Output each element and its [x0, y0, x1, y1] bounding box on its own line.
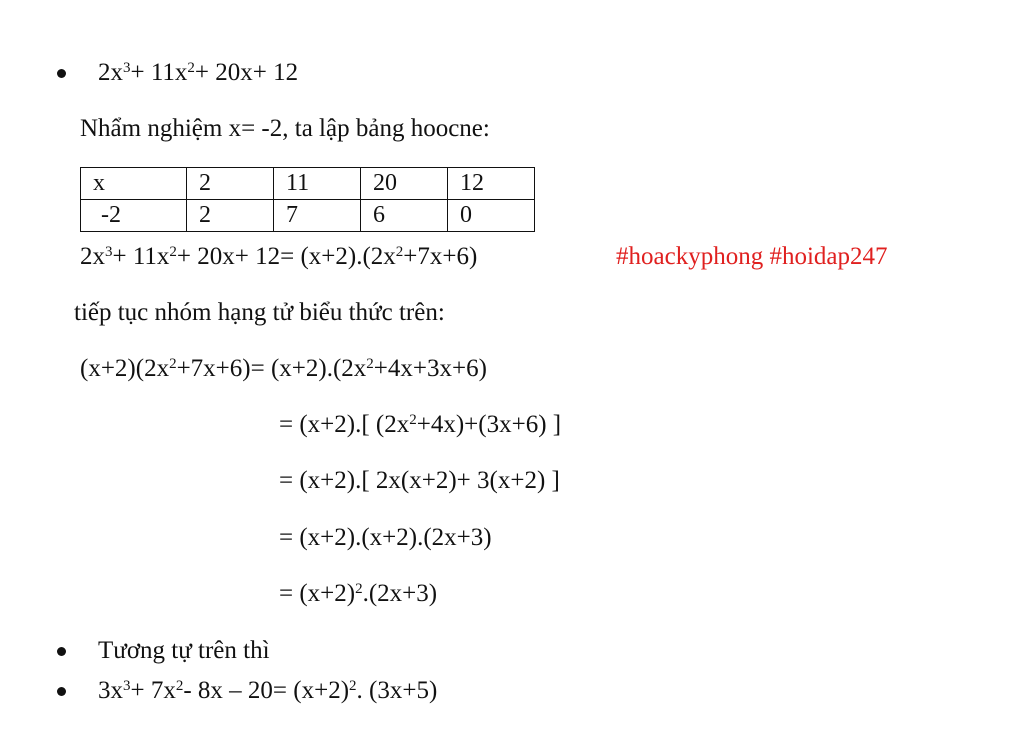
step-line: $(x+2)(2x^2+7x+6)= (x+2).(2x^2+4x+3x+6)$	[80, 355, 487, 382]
table-cell: -2	[81, 200, 187, 232]
step-line: = (x+2).[ $(2x^2+4x)+(3x+6)$ ]	[279, 411, 562, 438]
bullet-dot	[57, 687, 66, 696]
table-cell: 2	[187, 200, 274, 232]
table-cell: 11	[274, 168, 361, 200]
step-line: = (x+2).(x+2).(2x+3)	[279, 524, 492, 551]
table-cell: 7	[274, 200, 361, 232]
table-cell: 20	[361, 168, 448, 200]
table-cell: 12	[448, 168, 535, 200]
second-polynomial: $3x^3+ 7x^2-$ $8x - 20= (x+2)^2$. (3x+5)	[98, 677, 438, 704]
horner-table	[80, 167, 535, 232]
step-line: = (x+2).[ 2x(x+2)+ 3(x+2) ]	[279, 467, 560, 494]
bullet-dot	[57, 647, 66, 656]
table-row	[81, 200, 535, 232]
hashtags: #hoackyphong #hoidap247	[616, 243, 888, 270]
table-cell: 6	[361, 200, 448, 232]
continue-text: tiếp tục nhóm hạng tử biểu thức trên:	[74, 299, 445, 326]
similar-text: Tương tự trên thì	[98, 637, 270, 664]
intro-text: Nhẩm nghiệm x= -2, ta lập bảng hoocne:	[80, 115, 490, 142]
bullet-dot	[57, 69, 66, 78]
table-cell: 0	[448, 200, 535, 232]
factor-result: $2x^3+ 11x^2+ 20x+ 12= (x+2).(2x^2+7x+6)$	[80, 243, 478, 270]
table-row	[81, 168, 535, 200]
polynomial-expression: $2x^3+ 11x^2+ 20x+ 12$	[98, 59, 299, 86]
step-line: = $(x+2)^2.(2x+3)$	[279, 580, 438, 607]
table-cell: x	[81, 168, 187, 200]
table-cell: 2	[187, 168, 274, 200]
